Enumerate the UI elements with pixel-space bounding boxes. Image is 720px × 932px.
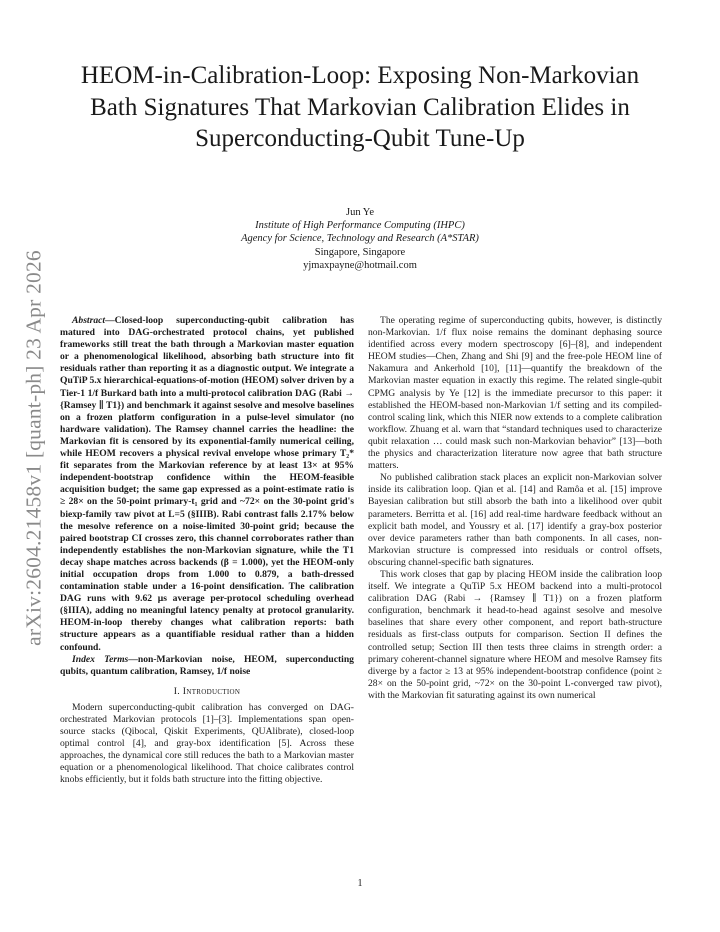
right-column bbox=[368, 315, 662, 702]
paragraph: No published calibration stack places an explicit non-Markovian solver inside its calibration loop. Qian et al. [14] and Ramôa et al. [15] improve Bayesian calibration but still absorb the bath into a likelihood over qubit parameters. Berritta et al. [16] add real-time hardware feedback without an explicit bath model, and Youssry et al. [17] identify a gray-box posterior over device parameters rather than bath components. In all cases, non-Markovian structure is compressed into residuals or control offsets, obscuring channel-specific bath signatures. bbox=[368, 472, 662, 568]
index-terms-text: —non-Markovian noise, HEOM, superconducting qubits, quantum calibration, Ramsey, 1/f noise bbox=[60, 653, 354, 677]
paragraph: This work closes that gap by placing HEOM inside the calibration loop itself. We integrate a QuTiP 5.x HEOM backend into a multi-protocol calibration DAG (Rabi → {Ramsey ∥ T1}) on a frozen platform configuration, benchmark it head-to-head against sesolve and mesolve baselines that share every other component, and report bath-structure residuals as first-class outputs for comparison. Section II defines the controlled setup; Section III then tests three claims in strength order: a primary coherent-channel signature where HEOM and mesolve Ramsey fits diverge by a factor ≥ 13 at 95% independent-bootstrap confidence (point ≥ 28× on the 50-point grid, ~72× on the 30-point L-converged τaw pivot), with the Markovian fit saturating against its own numerical bbox=[368, 568, 662, 701]
abstract-text: —Closed-loop superconducting-qubit calibration has matured into DAG-orchestrated protocol chains, yet published frameworks still treat the bath through a Markovian master equation or a phenomenological likelihood, absorbing bath structure into fit residuals rather than reporting it as a diagnostic output. We integrate a QuTiP 5.x hierarchical-equations-of-motion (HEOM) solver driven by a Tier-1 1/f Burkard bath into a multi-protocol calibration DAG (Rabi → {Ramsey ∥ T1}) and benchmark it against sesolve and mesolve baselines on a frozen platform configuration in a pulse-level simulator (no hardware validation). The Ramsey channel carries the headline: the Markovian fit is censored by its exponential-family numerical ceiling, while HEOM recovers a physical revival envelope whose primary T₂* fit separates from the Markovian reference by at least 13× at 95% independent-bootstrap confidence within the HEOM-feasible acquisition budget; the same gap expressed as a point-estimate ratio is ≥ 28× on the 50-point primary-t₁ grid and ~72× on the 30-point grid's biexp-family τaw pivot at L=5 (§IIIB). Rabi contrast falls 2.17% below the mesolve reference on a noise-limited 30-point grid; because the paired bootstrap CI crosses zero, this channel corroborates rather than independently establishes the non-Markovian signature, while the T1 decay shape matches across backends (β = 1.000), yet the HEOM-only initial occupation drops from 1.000 to 0.879, a bath-dressed contamination stable under a 16-point densification. The calibration DAG runs with 9.62 μs average per-protocol scheduling overhead (§IIIA), adding no meaningful latency penalty at protocol granularity. HEOM-in-loop thereby changes what calibration reports: bath structure appears as a quantifiable residual rather than a hidden confound. bbox=[60, 315, 354, 653]
index-terms bbox=[60, 654, 354, 678]
author-location: Singapore, Singapore bbox=[314, 246, 406, 258]
author-institute: Institute of High Performance Computing (IHPC) bbox=[255, 220, 465, 232]
author-name: Jun Ye bbox=[345, 207, 374, 218]
paper-title: HEOM-in-Calibration-Loop: Exposing Non-Markovian Bath Signatures That Markovian Calibration Elides in Superconducting-Qubit Tune-Up bbox=[80, 62, 640, 152]
left-column bbox=[60, 315, 354, 787]
arxiv-stamp bbox=[14, 248, 54, 648]
author-email: yjmaxpayne@hotmail.com bbox=[303, 259, 417, 271]
paragraph: Modern superconducting-qubit calibration has converged on DAG-orchestrated Markovian protocols [1]–[3]. Implementations span open-source stacks (Qibocal, Qiskit Experiments, QUAlibrate), closed-loop optimal control [4], and gray-box identification [5]. Across these approaches, the dynamical core still reduces the bath to a Markovian master equation or a phenomenological likelihood. That choice calibrates control knobs efficiently, but it folds bath structure into the fitting objective. bbox=[60, 701, 354, 786]
arxiv-stamp-text: arXiv:2604.21458v1 [quant-ph] 23 Apr 2026 bbox=[21, 250, 46, 646]
index-terms-label: Index Terms bbox=[72, 653, 129, 665]
author-agency: Agency for Science, Technology and Research (A*STAR) bbox=[241, 233, 479, 245]
paragraph: The operating regime of superconducting qubits, however, is distinctly non-Markovian. 1/f flux noise remains the dominant dephasing source identified across every modern spectroscopy [6]–[8], and independent HEOM studies—Chen, Zhang and Shi [9] and the free-pole HEOM line of Nakamura and Ankerhold [10], [11]—quantify the breakdown of the Markovian master equation in exactly this regime. The related single-qubit CPMG analysis by Ye [12] is the immediate precursor to this paper: it established the HEOM-based non-Markovian 1/f setting and its compiled-control scaling link, which this NIER now extends to a complete calibration workflow. Zhuang et al. warn that “standard techniques used to characterize qubit relaxation … could mask such non-Markovian behavior” [13]—both the physics and characterization literature now agree that bath structure matters. bbox=[368, 315, 662, 472]
page-number: 1 bbox=[357, 878, 363, 889]
abstract bbox=[60, 315, 354, 654]
author-block bbox=[160, 206, 560, 272]
section-heading: I. Introduction bbox=[173, 685, 241, 697]
abstract-label: Abstract bbox=[72, 315, 106, 326]
